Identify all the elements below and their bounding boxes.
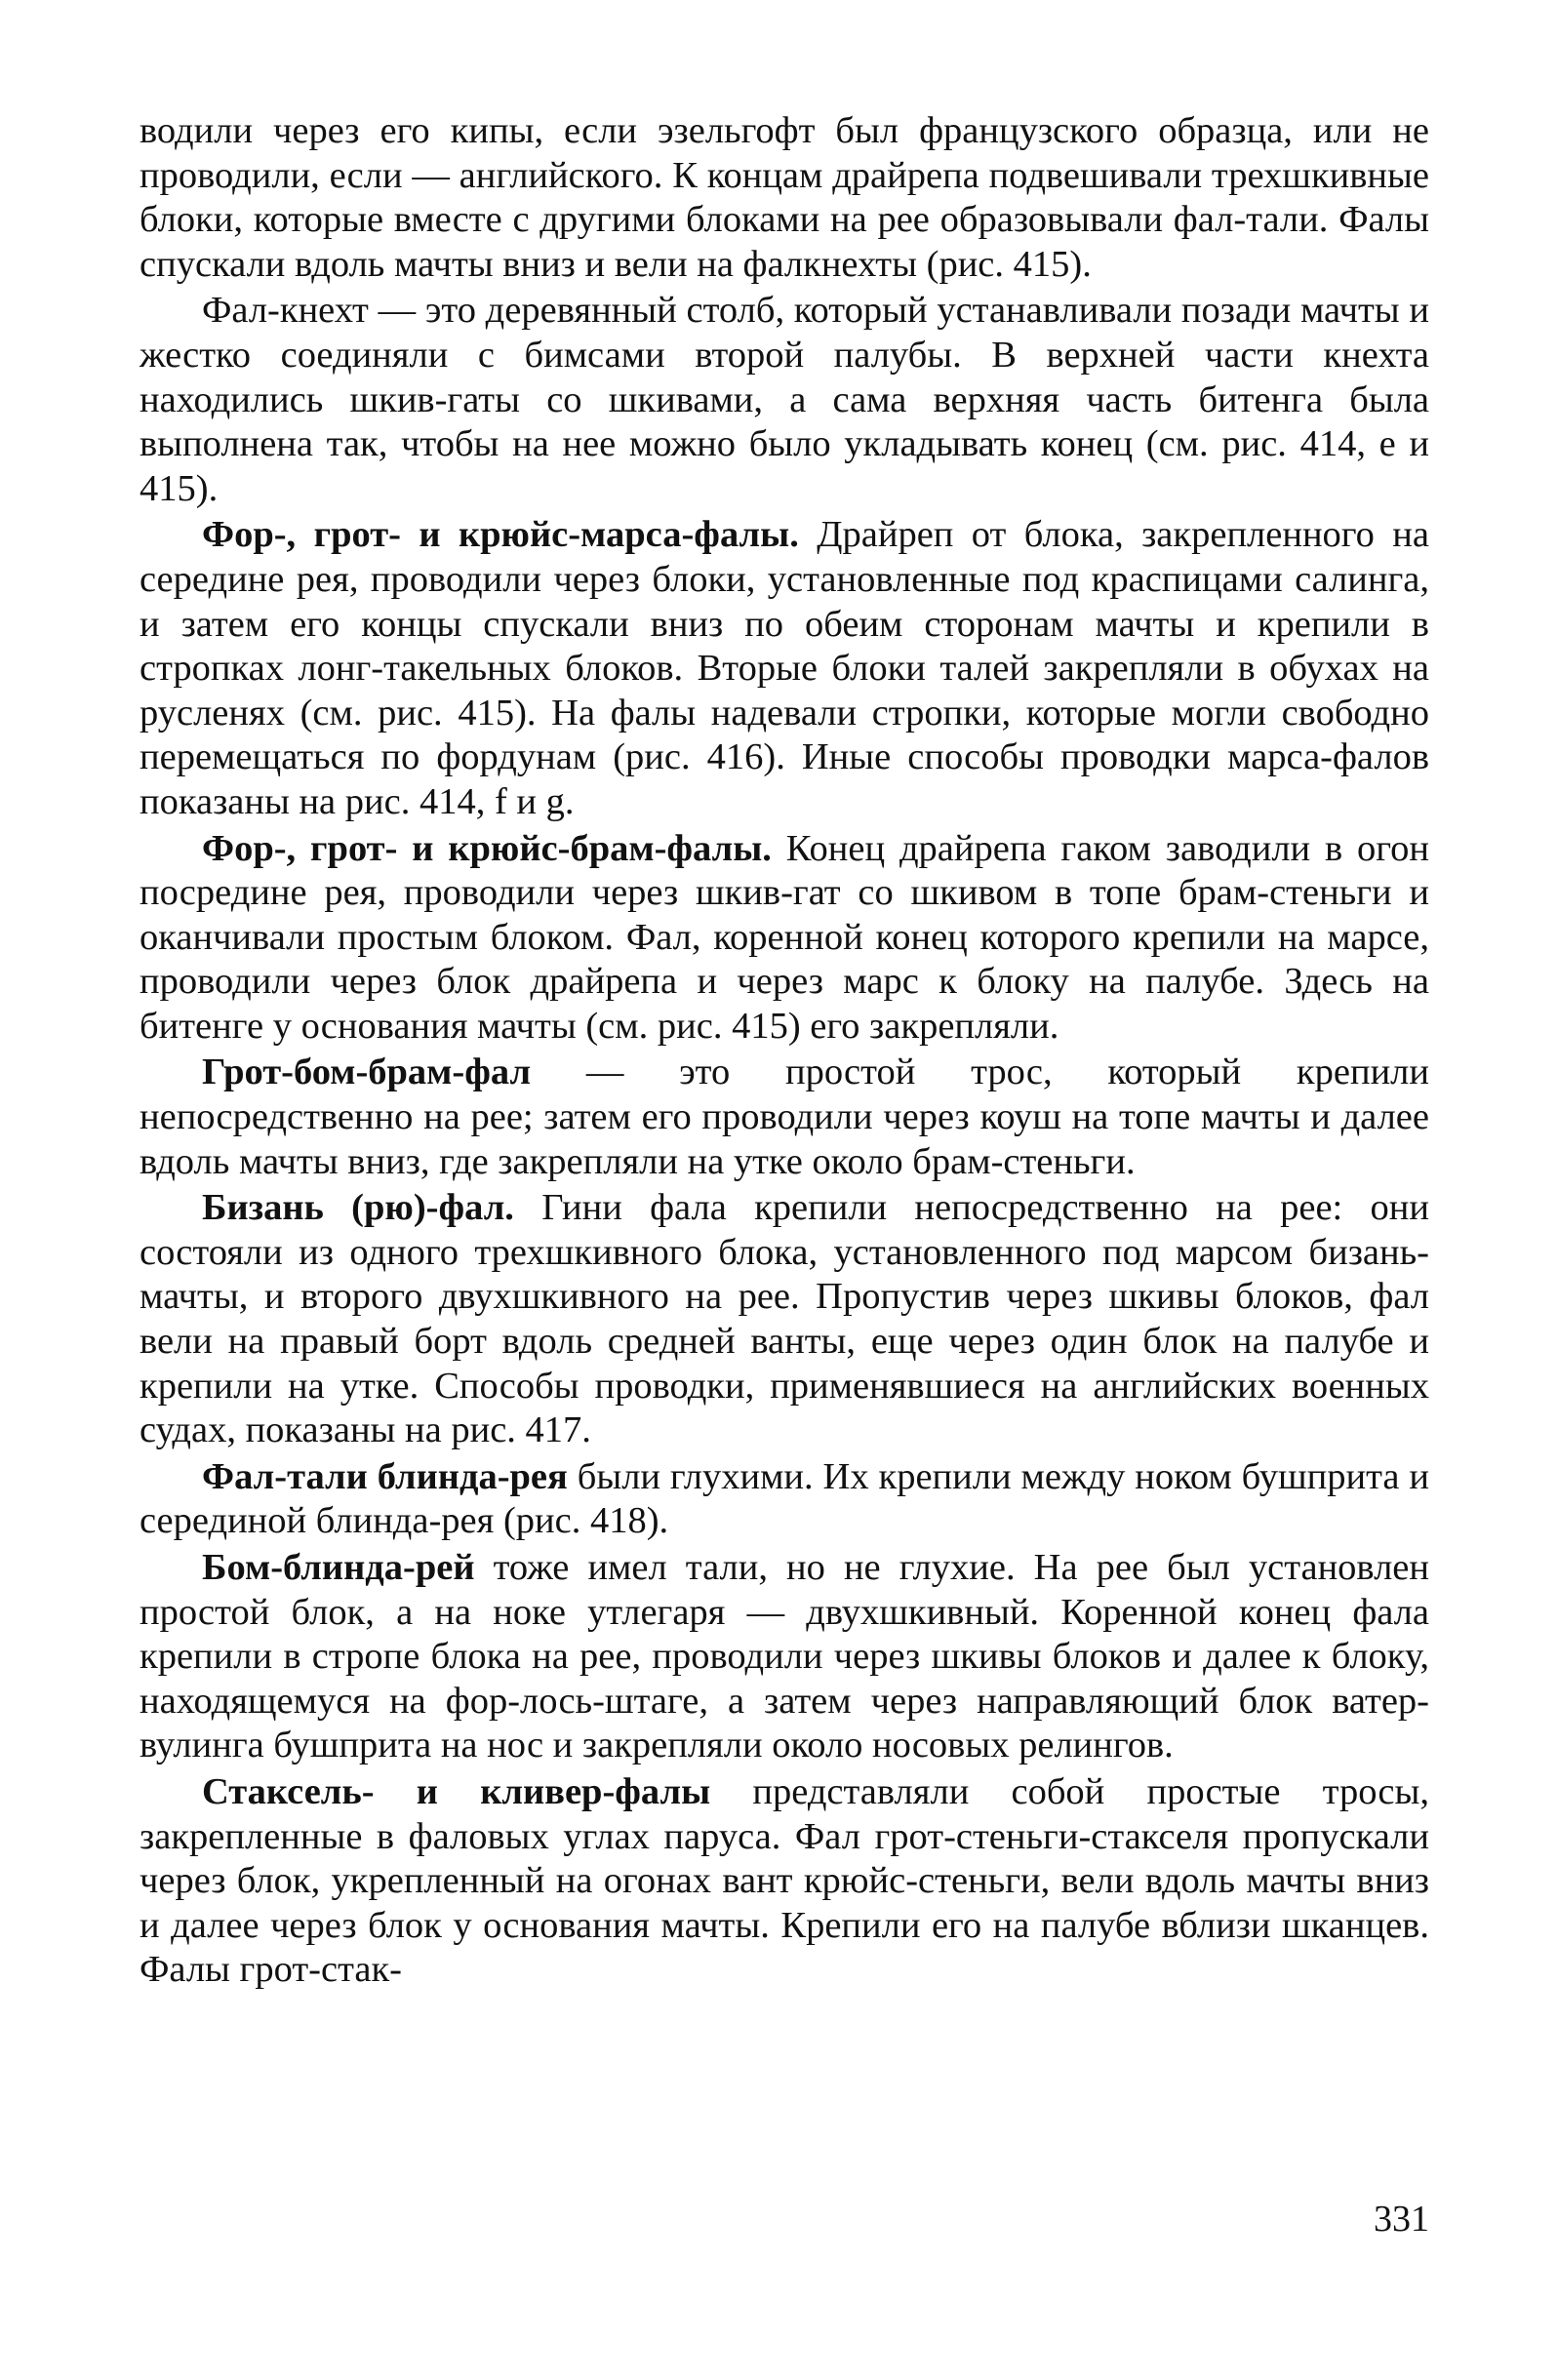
paragraph-9-lead: Стаксель- и кливер-фалы [202,1770,711,1812]
paragraph-3-text: Драйреп от блока, закрепленного на середине рея, проводили через блоки, установленные под краспицами салинга, и затем его концы спускали вниз по обеим сторонам мачты и крепили в стропках лонг-такельных блоков. Вторые блоки талей закрепляли в обухах на русленях (см. рис. 415). На фалы надевали стропки, которые могли свободно перемещаться по фордунам (рис. 416). Иные способы проводки марса-фалов показаны на рис. 414, f и g. [140,514,1429,822]
paragraph-4-lead: Фор-, грот- и крюйс-брам-фалы. [202,827,772,869]
paragraph-5-text: — это простой трос, который крепили непосредственно на рее; затем его проводили через коуш на топе мачты и далее вдоль мачты вниз, где закрепляли на утке около брам-стеньги. [140,1051,1429,1182]
paragraph-3 [140,513,1429,824]
paragraph-2-text: Фал-кнехт — это деревянный столб, который устанавливали позади мачты и жестко соединяли с бимсами второй палубы. В верхней части кнехта находились шкив-гаты со шкивами, а сама верхняя часть битенга была выполнена так, чтобы на нее можно было укладывать конец (см. рис. 414, е и 415). [140,290,1429,509]
paragraph-4-text: Конец драйрепа гаком заводили в огон посредине рея, проводили через шкив-гат со шкивом в топе брам-стеньги и оканчивали простым блоком. Фал, коренной конец которого крепили на марсе, проводили через блок драйрепа и через марс к блоку на палубе. Здесь на битенге у основания мачты (см. рис. 415) его закрепляли. [140,827,1429,1047]
paragraph-1-text: водили через его кипы, если эзельгофт был французского образца, или не проводили, если — английского. К концам драйрепа подвешивали трехшкивные блоки, которые вместе с другими блоками на рее образовывали фал-тали. Фалы спускали вдоль мачты вниз и вели на фалкнехты (рис. 415). [140,110,1429,285]
page-number: 331 [1374,2199,1429,2240]
paragraph-6 [140,1186,1429,1453]
paragraph-1 [140,109,1429,287]
paragraph-6-text: Гини фала крепили непосредственно на рее: они состояли из одного трехшкивного блока, установленного под марсом бизань-мачты, и второго двухшкивного на рее. Пропустив через шкивы блоков, фал вели на правый борт вдоль средней ванты, еще через один блок на палубе и крепили на утке. Способы проводки, применявшиеся на английских военных судах, показаны на рис. 417. [140,1187,1429,1451]
page-body [140,109,1429,1993]
paragraph-5-lead: Грот-бом-брам-фал [202,1051,532,1093]
paragraph-5 [140,1051,1429,1184]
paragraph-9-text: представляли собой простые тросы, закрепленные в фаловых углах паруса. Фал грот-стеньги-стакселя пропускали через блок, укрепленный на огонах вант крюйс-стеньги, вели вдоль мачты вниз и далее через блок у основания мачты. Крепили его на палубе вблизи шканцев. Фалы грот-стак- [140,1770,1429,1991]
paragraph-8 [140,1546,1429,1768]
paragraph-7-lead: Фал-тали блинда-рея [202,1455,568,1497]
paragraph-7 [140,1455,1429,1544]
paragraph-2 [140,289,1429,511]
paragraph-8-lead: Бом-блинда-рей [202,1547,475,1588]
paragraph-9 [140,1770,1429,1993]
paragraph-4 [140,827,1429,1050]
paragraph-6-lead: Бизань (рю)-фал. [202,1187,514,1229]
paragraph-8-text: тоже имел тали, но не глухие. На рее был установлен простой блок, а на ноке утлегаря — двухшкивный. Коренной конец фала крепили в стропе блока на рее, проводили через шкивы блоков и далее к блоку, находящемуся на фор-лось-штаге, а затем через направляющий блок ватер-вулинга бушприта на нос и закрепляли около носовых релингов. [140,1547,1429,1766]
paragraph-3-lead: Фор-, грот- и крюйс-марса-фалы. [202,514,799,556]
paragraph-7-text: были глухими. Их крепили между ноком бушприта и серединой блинда-рея (рис. 418). [140,1455,1429,1542]
